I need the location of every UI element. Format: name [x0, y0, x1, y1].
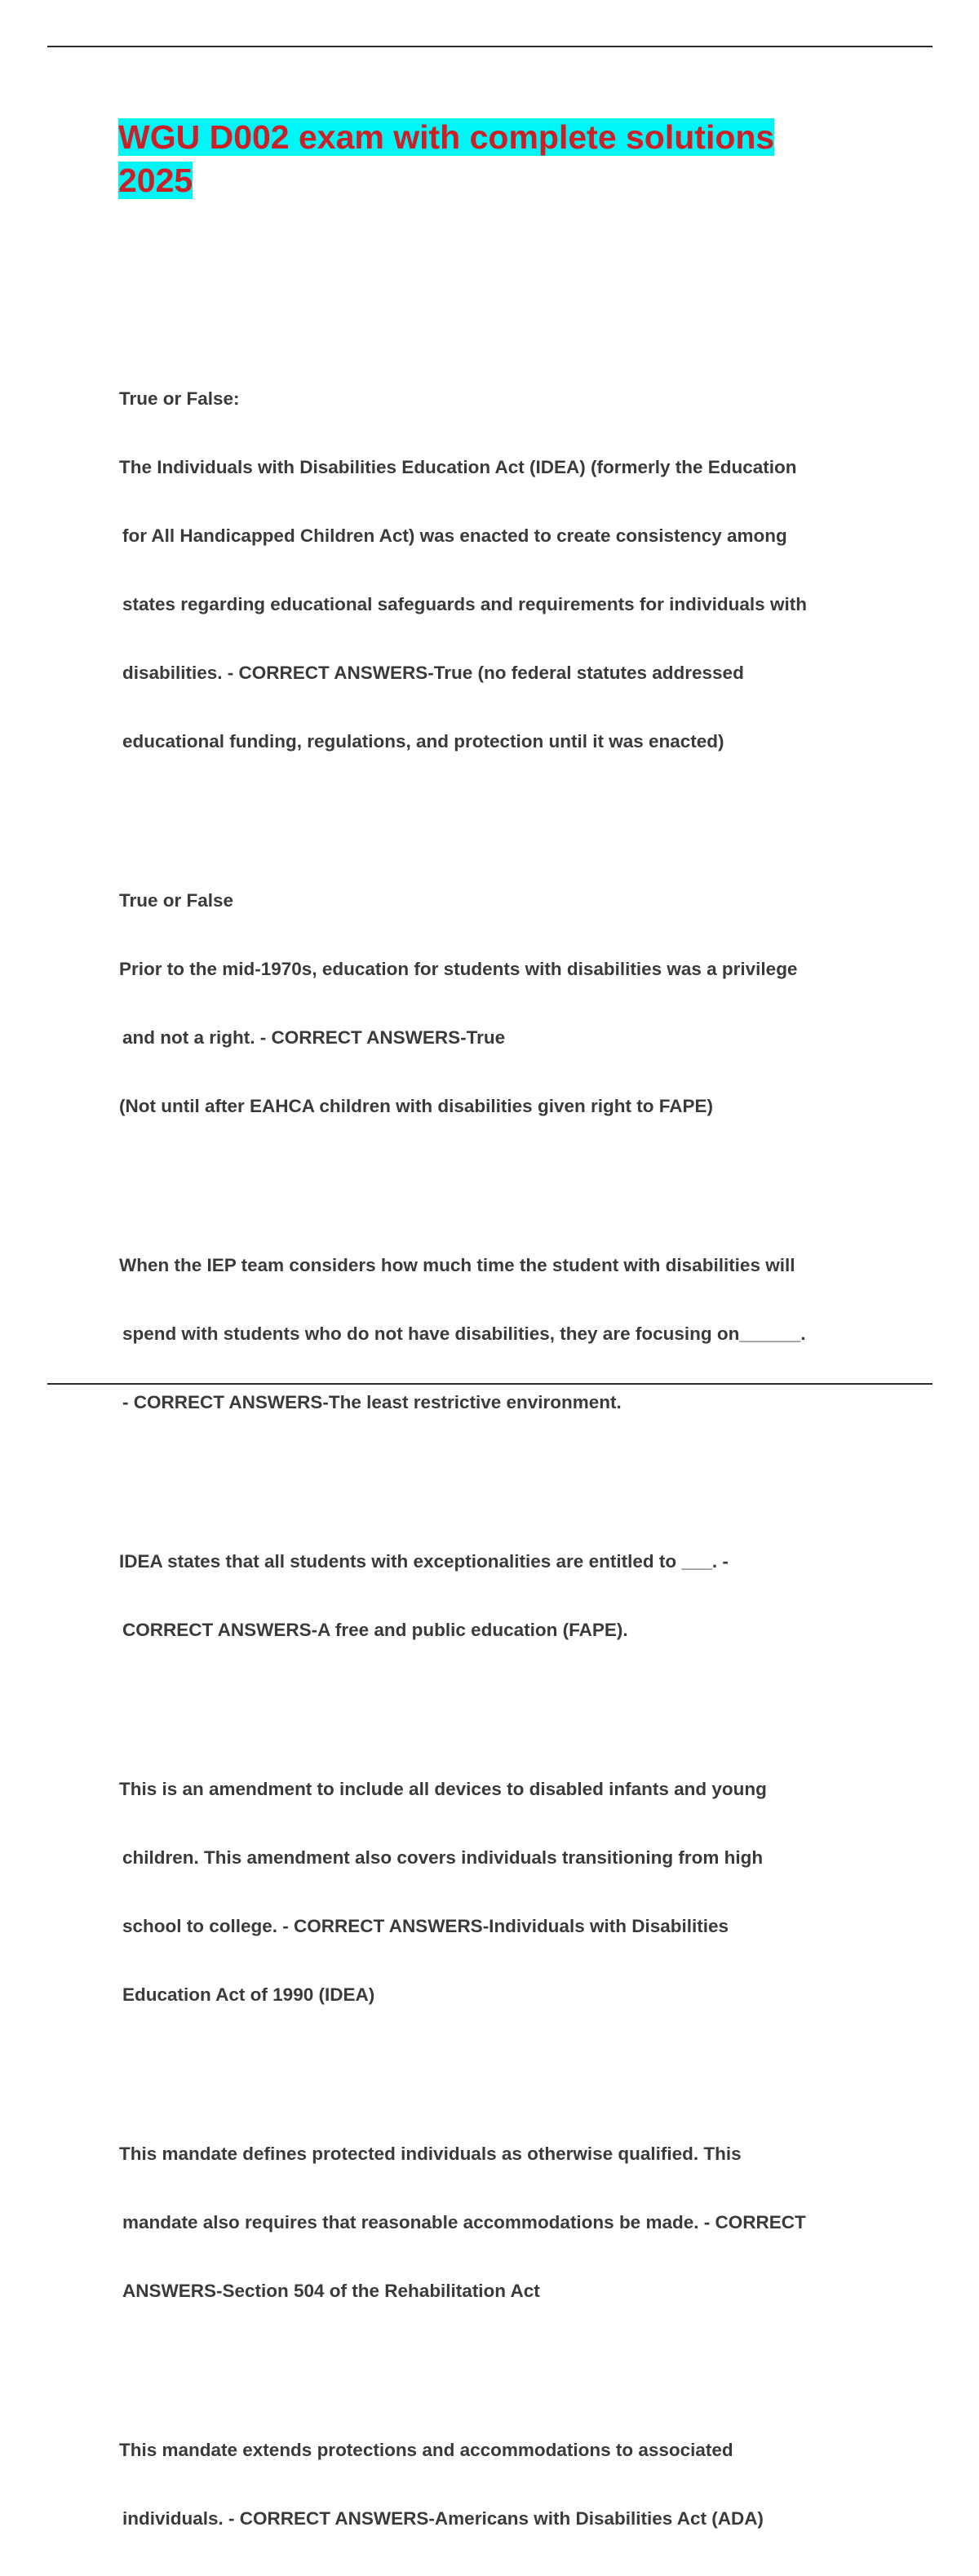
question-item-1	[119, 342, 882, 799]
document-title	[118, 116, 885, 202]
question-list	[119, 342, 882, 2576]
question-line: IDEA states that all students with exceptionalities are entitled to ___. -	[119, 1551, 729, 1572]
question-line: The Individuals with Disabilities Education Act (IDEA) (formerly the Education	[119, 457, 797, 477]
question-item-2	[119, 844, 882, 1164]
question-line: for All Handicapped Children Act) was enacted to create consistency among	[122, 525, 787, 546]
question-line: When the IEP team considers how much time the student with disabilities will	[119, 1255, 795, 1275]
answer-line: individuals. - CORRECT ANSWERS-Americans with Disabilities Act (ADA)	[122, 2508, 764, 2529]
question-line: mandate also requires that reasonable accommodations be made. - CORRECT	[122, 2212, 806, 2232]
answer-line: educational funding, regulations, and protection until it was enacted)	[122, 731, 724, 752]
question-item-7	[119, 2393, 882, 2576]
question-line: True or False	[119, 890, 234, 911]
top-rule	[47, 46, 932, 47]
question-line: This mandate defines protected individuals as otherwise qualified. This	[119, 2144, 742, 2164]
answer-line: school to college. - CORRECT ANSWERS-Individuals with Disabilities	[122, 1916, 729, 1936]
answer-line: CORRECT ANSWERS-A free and public education (FAPE).	[122, 1620, 628, 1640]
question-item-3	[119, 1208, 882, 1460]
question-line: spend with students who do not have disabilities, they are focusing on______.	[122, 1323, 806, 1344]
answer-line: (Not until after EAHCA children with disabilities given right to FAPE)	[119, 1096, 713, 1116]
answer-line: Education Act of 1990 (IDEA)	[122, 1984, 375, 2005]
title-line-1: WGU D002 exam with complete solutions	[118, 118, 775, 156]
question-line: states regarding educational safeguards and requirements for individuals with	[122, 594, 807, 614]
answer-line: disabilities. - CORRECT ANSWERS-True (no federal statutes addressed	[122, 663, 744, 683]
answer-line: ANSWERS-Section 504 of the Rehabilitation Act	[122, 2281, 540, 2301]
question-line: True or False:	[119, 388, 240, 409]
answer-line: and not a right. - CORRECT ANSWERS-True	[122, 1027, 506, 1048]
question-item-6	[119, 2097, 882, 2348]
question-item-4	[119, 1505, 882, 1687]
question-item-5	[119, 1732, 882, 2052]
question-line: This mandate extends protections and accommodations to associated	[119, 2440, 733, 2460]
bottom-rule	[47, 1383, 932, 1385]
question-line: Prior to the mid-1970s, education for students with disabilities was a privilege	[119, 959, 798, 979]
title-line-2: 2025	[118, 162, 193, 199]
answer-line: - CORRECT ANSWERS-The least restrictive environment.	[122, 1392, 622, 1412]
question-line: children. This amendment also covers individuals transitioning from high	[122, 1847, 764, 1868]
question-line: This is an amendment to include all devices to disabled infants and young	[119, 1779, 767, 1799]
